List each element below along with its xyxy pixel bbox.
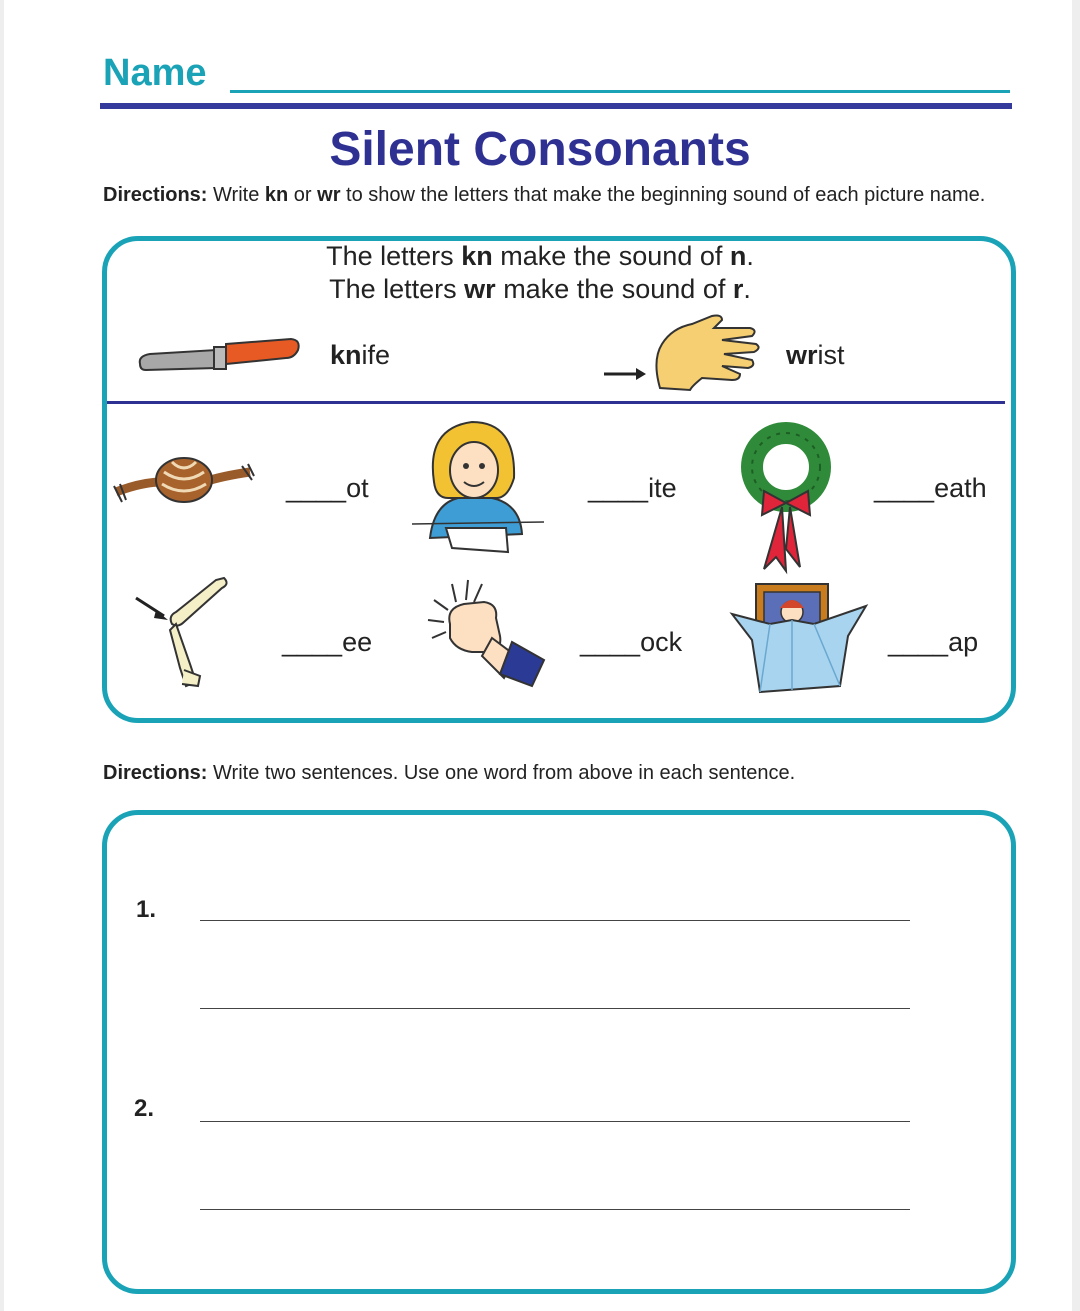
sentence-2-line-1[interactable] — [200, 1121, 910, 1122]
directions-label: Directions: — [103, 184, 208, 206]
knot-icon — [112, 452, 254, 510]
item-wrap-blank[interactable]: ____ap — [888, 627, 979, 657]
sentence-number-2: 2. — [134, 1095, 155, 1122]
name-label: Name — [103, 52, 207, 94]
item-wreath-blank[interactable]: ____eath — [874, 473, 987, 503]
arrow-icon — [602, 366, 648, 382]
page-title: Silent Consonants — [329, 123, 751, 176]
knee-icon — [134, 574, 234, 690]
example-knife: knife — [330, 340, 391, 370]
wrapped-gift-icon — [730, 580, 870, 694]
header-divider — [100, 103, 1012, 109]
sentence-1-line-2[interactable] — [200, 1008, 910, 1009]
item-knock-blank[interactable]: ____ock — [580, 627, 683, 657]
directions-1: Directions: Write kn or wr to show the letters that make the beginning sound of each picture name. — [103, 184, 986, 206]
wreath-icon — [738, 423, 834, 577]
knife-icon — [136, 334, 302, 374]
rule-kn: The letters kn make the sound of n. — [326, 241, 754, 271]
knocking-fist-icon — [416, 578, 546, 688]
item-knee-blank[interactable]: ____ee — [282, 627, 373, 657]
sentence-2-line-2[interactable] — [200, 1209, 910, 1210]
sentences-box — [102, 810, 1016, 1294]
name-input-line[interactable] — [230, 90, 1010, 93]
directions-label-2: Directions: — [103, 762, 208, 784]
sentence-number-1: 1. — [136, 896, 157, 923]
directions-2: Directions: Write two sentences. Use one word from above in each sentence. — [103, 762, 796, 784]
writing-girl-icon — [410, 418, 546, 554]
item-write-blank[interactable]: ____ite — [588, 473, 677, 503]
hand-icon — [652, 310, 764, 392]
exercise-box-divider — [107, 401, 1005, 404]
item-knot-blank[interactable]: ____ot — [286, 473, 369, 503]
example-wrist: wrist — [786, 340, 845, 370]
sentence-1-line-1[interactable] — [200, 920, 910, 921]
rule-wr: The letters wr make the sound of r. — [329, 274, 751, 304]
